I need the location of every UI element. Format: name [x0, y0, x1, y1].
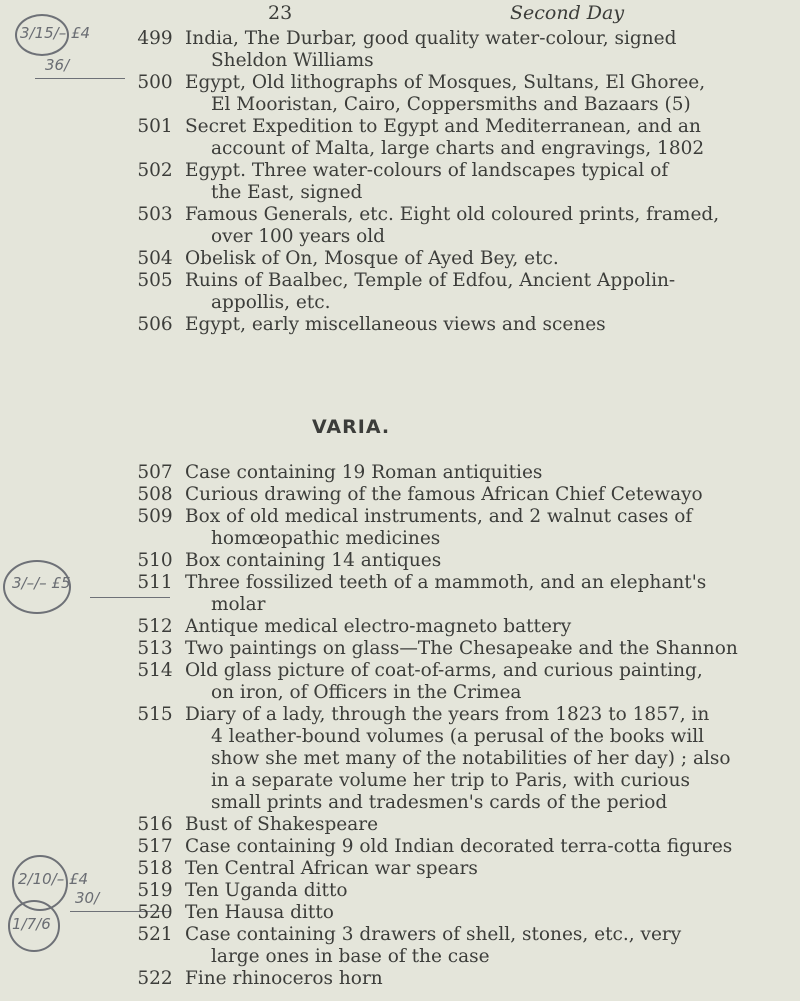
day-label: Second Day [510, 2, 625, 24]
lot-line: Case containing 9 old Indian decorated terra-cotta figures [185, 836, 733, 857]
lot-number: 504 [137, 248, 173, 269]
lot-description [185, 462, 760, 484]
lot-line: molar [211, 594, 266, 615]
lot-number: 516 [137, 814, 173, 835]
lot-number: 499 [137, 28, 173, 49]
lot-description [185, 968, 760, 990]
lot-number: 518 [137, 858, 173, 879]
lot-line: 4 leather-bound volumes (a perusal of the books will [211, 726, 705, 747]
lot-number: 507 [137, 462, 173, 483]
annotation-500: 36/ [45, 56, 70, 74]
lot-description [185, 902, 760, 924]
lot-line: El Mooristan, Cairo, Coppersmiths and Bazaars (5) [211, 94, 691, 115]
lot-line: homœopathic medicines [211, 528, 441, 549]
lot-number: 515 [137, 704, 173, 725]
lot-line: Secret Expedition to Egypt and Mediterranean, and an [185, 116, 701, 137]
annotation-518: 1/7/6 [12, 915, 51, 933]
lot-description [185, 248, 760, 270]
lot-description [185, 572, 760, 616]
lot-description [185, 836, 760, 858]
lot-number: 510 [137, 550, 173, 571]
lot-line: Case containing 3 drawers of shell, stones, etc., very [185, 924, 682, 945]
lot-line: small prints and tradesmen's cards of the period [211, 792, 668, 813]
lot-line: Box containing 14 antiques [185, 550, 442, 571]
lot-line: large ones in base of the case [211, 946, 490, 967]
lot-line: Obelisk of On, Mosque of Ayed Bey, etc. [185, 248, 559, 269]
lot-line: Ruins of Baalbec, Temple of Edfou, Ancient Appolin- [185, 270, 676, 291]
lot-number: 517 [137, 836, 173, 857]
lot-line: Case containing 19 Roman antiquities [185, 462, 543, 483]
lot-description [185, 72, 760, 116]
lot-line: Egypt, Old lithographs of Mosques, Sultans, El Ghoree, [185, 72, 706, 93]
lot-description [185, 484, 760, 506]
lot-description [185, 704, 760, 814]
lot-number: 501 [137, 116, 173, 137]
lot-description [185, 638, 760, 660]
lot-line: Fine rhinoceros horn [185, 968, 383, 989]
lot-description [185, 116, 760, 160]
lot-description [185, 28, 760, 72]
lot-line: Box of old medical instruments, and 2 walnut cases of [185, 506, 693, 527]
lot-line: Bust of Shakespeare [185, 814, 379, 835]
lot-line: India, The Durbar, good quality water-colour, signed [185, 28, 677, 49]
section-title: VARIA. [312, 416, 391, 438]
lot-number: 521 [137, 924, 173, 945]
lot-number: 511 [137, 572, 173, 593]
lot-number: 513 [137, 638, 173, 659]
page-number: 23 [268, 2, 293, 24]
lot-number: 506 [137, 314, 173, 335]
lot-line: on iron, of Officers in the Crimea [211, 682, 522, 703]
lot-line: over 100 years old [211, 226, 385, 247]
annotation-517: 30/ [75, 889, 100, 907]
lot-line: Ten Central African war spears [185, 858, 478, 879]
lot-line: Sheldon Williams [211, 50, 374, 71]
annotation-516: 2/10/– £4 [18, 870, 89, 888]
lot-description [185, 204, 760, 248]
lot-number: 509 [137, 506, 173, 527]
lot-number: 500 [137, 72, 173, 93]
lot-description [185, 160, 760, 204]
lot-line: Antique medical electro-magneto battery [185, 616, 572, 637]
annotation-510: 3/–/– £5 [12, 574, 71, 592]
lot-line: Old glass picture of coat-of-arms, and curious painting, [185, 660, 703, 681]
lot-line: Two paintings on glass—The Chesapeake and the Shannon [185, 638, 738, 659]
lot-number: 512 [137, 616, 173, 637]
lot-number: 502 [137, 160, 173, 181]
lot-description [185, 814, 760, 836]
annotation-line-511 [90, 597, 170, 598]
lot-line: the East, signed [211, 182, 363, 203]
lot-line: Ten Hausa ditto [185, 902, 334, 923]
lot-line: Famous Generals, etc. Eight old coloured prints, framed, [185, 204, 720, 225]
annotation-underline-500 [35, 78, 125, 79]
lot-line: Ten Uganda ditto [185, 880, 348, 901]
annotation-499: 3/15/– £4 [20, 24, 91, 42]
lot-number: 503 [137, 204, 173, 225]
lot-description [185, 616, 760, 638]
lot-number: 519 [137, 880, 173, 901]
lot-line: show she met many of the notabilities of her day) ; also [211, 748, 731, 769]
lot-line: Egypt, early miscellaneous views and scenes [185, 314, 606, 335]
lot-line: Three fossilized teeth of a mammoth, and an elephant's [185, 572, 707, 593]
lot-description [185, 550, 760, 572]
lot-line: appollis, etc. [211, 292, 331, 313]
lot-description [185, 880, 760, 902]
lot-line: Curious drawing of the famous African Chief Cetewayo [185, 484, 703, 505]
lot-description [185, 924, 760, 968]
lot-line: Diary of a lady, through the years from 1823 to 1857, in [185, 704, 710, 725]
lot-line: in a separate volume her trip to Paris, with curious [211, 770, 691, 791]
lot-line: Egypt. Three water-colours of landscapes typical of [185, 160, 669, 181]
lot-line: account of Malta, large charts and engravings, 1802 [211, 138, 705, 159]
lot-number: 508 [137, 484, 173, 505]
lot-number: 514 [137, 660, 173, 681]
lot-number: 520 [137, 902, 173, 923]
lot-description [185, 314, 760, 336]
lot-number: 522 [137, 968, 173, 989]
lot-number: 505 [137, 270, 173, 291]
lot-description [185, 858, 760, 880]
lot-description [185, 270, 760, 314]
page-header [0, 2, 800, 26]
lot-description [185, 660, 760, 704]
lot-description [185, 506, 760, 550]
